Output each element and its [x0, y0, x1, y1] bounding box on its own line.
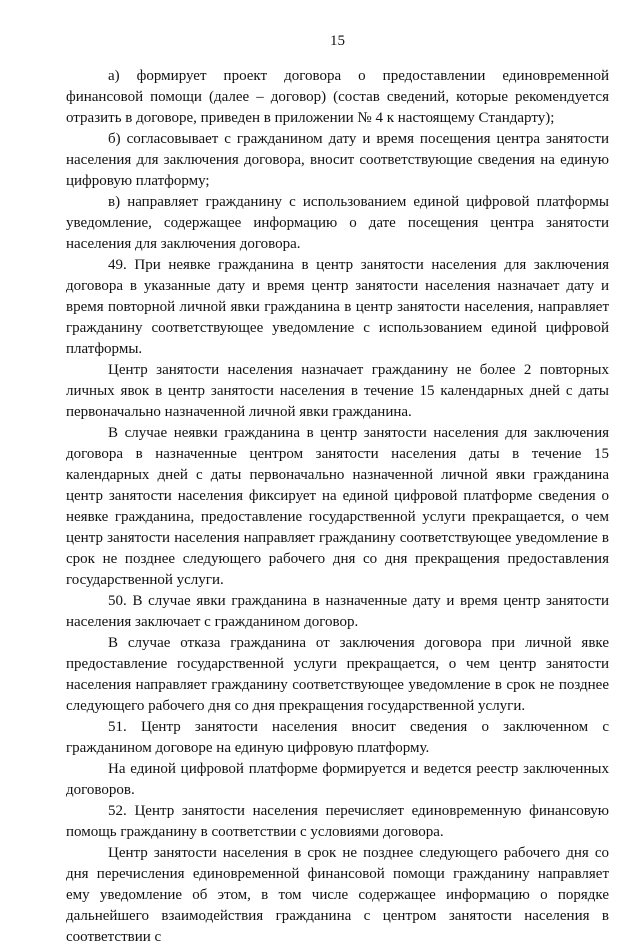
paragraph-49-no-show: В случае неявки гражданина в центр занятости населения для заключения договора в назначенные центром занятости населения даты в течение 15 календарных дней с даты первоначально назначенной личной явки гражданина центр занятости населения фиксирует на единой цифровой платформе сведения о неявке гражданина, предоставление государственной услуги прекращается, о чем центр занятости населения направляет гражданину соответствующее уведомление в срок не позднее следующего рабочего дня со дня прекращения предоставления государственной услуги.: [66, 425, 609, 588]
paragraph-51: 51. Центр занятости населения вносит сведения о заключенном с гражданином договоре на единую цифровую платформу.: [66, 719, 609, 756]
paragraph-48-c: в) направляет гражданину с использованием единой цифровой платформы уведомление, содержащее информацию о дате посещения центра занятости населения для заключения договора.: [66, 194, 609, 252]
paragraph-48-b: б) согласовывает с гражданином дату и время посещения центра занятости населения для заключения договора, вносит соответствующие сведения на единую цифровую платформу;: [66, 131, 609, 189]
paragraph-50: 50. В случае явки гражданина в назначенные дату и время центр занятости населения заключает с гражданином договор.: [66, 593, 609, 630]
paragraph-52: 52. Центр занятости населения перечисляет единовременную финансовую помощь гражданину в соответствии с условиями договора.: [66, 803, 609, 840]
paragraph-51-registry: На единой цифровой платформе формируется и ведется реестр заключенных договоров.: [66, 761, 609, 798]
paragraph-49: 49. При неявке гражданина в центр занятости населения для заключения договора в указанные дату и время центр занятости населения назначает дату и время повторной личной явки гражданина в центр занятости населения, направляет гражданину соответствующее уведомление с использованием единой цифровой платформы.: [66, 257, 609, 357]
page-number: 15: [330, 33, 345, 49]
paragraph-48-a: а) формирует проект договора о предоставлении единовременной финансовой помощи (далее – договор) (состав сведений, которые рекомендуется отразить в договоре, приведен в приложении № 4 к настоящему Стандарту);: [66, 68, 609, 126]
paragraph-52-notification: Центр занятости населения в срок не позднее следующего рабочего дня со дня перечисления единовременной финансовой помощи гражданину направляет ему уведомление об этом, в том числе содержащее информацию о порядке дальнейшего взаимодействия гражданина с центром занятости населения в соответствии с: [66, 845, 609, 945]
paragraph-50-refusal: В случае отказа гражданина от заключения договора при личной явке предоставление государственной услуги прекращается, о чем центр занятости населения направляет гражданину соответствующее уведомление в срок не позднее следующего рабочего дня со дня прекращения государственной услуги.: [66, 635, 609, 714]
document-body: [66, 66, 609, 948]
paragraph-49-repeat-visits: Центр занятости населения назначает гражданину не более 2 повторных личных явок в центр занятости населения в течение 15 календарных дней с даты первоначально назначенной личной явки гражданина.: [66, 362, 609, 420]
